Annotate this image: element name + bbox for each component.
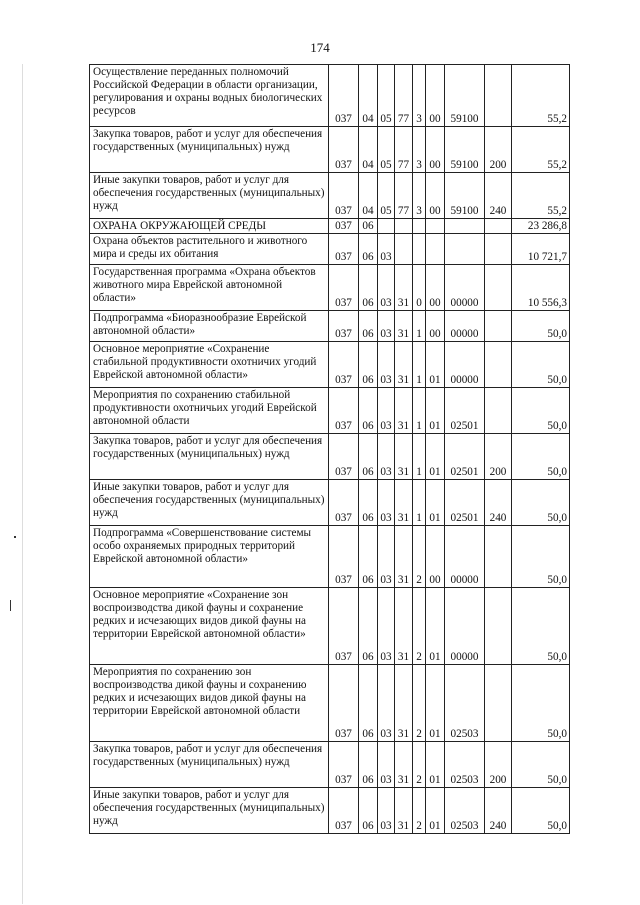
budget-table-body	[90, 65, 570, 834]
grbs-code-cell: 037	[329, 342, 359, 388]
subsection-code-cell: 03	[378, 480, 395, 526]
target-subprogram-code-cell: 3	[413, 127, 426, 173]
amount-cell: 55,2	[512, 173, 570, 219]
scan-speck	[14, 536, 16, 538]
section-code-cell: 06	[359, 342, 378, 388]
target-direction-code-cell: 02503	[445, 665, 485, 742]
target-subprogram-code-cell: 1	[413, 311, 426, 342]
amount-cell: 10 556,3	[512, 265, 570, 311]
target-program-code-cell: 77	[395, 65, 413, 127]
subsection-code-cell: 05	[378, 173, 395, 219]
target-program-code-cell: 31	[395, 526, 413, 588]
expense-type-code-cell: 240	[485, 788, 512, 834]
grbs-code-cell: 037	[329, 234, 359, 265]
target-program-code-cell: 31	[395, 788, 413, 834]
row-name-cell: Иные закупки товаров, работ и услуг для обеспечения государственных (муниципальных) нужд	[90, 788, 329, 834]
section-code-cell: 06	[359, 219, 378, 234]
grbs-code-cell: 037	[329, 311, 359, 342]
amount-cell: 50,0	[512, 665, 570, 742]
subsection-code-cell: 03	[378, 434, 395, 480]
subsection-code-cell: 05	[378, 127, 395, 173]
row-name-cell: Осуществление переданных полномочий Российской Федерации в области организации, регулирования и охраны водных биологических ресурсов	[90, 65, 329, 127]
target-event-code-cell: 00	[426, 265, 445, 311]
section-code-cell: 06	[359, 526, 378, 588]
amount-cell: 50,0	[512, 526, 570, 588]
target-direction-code-cell: 00000	[445, 311, 485, 342]
grbs-code-cell: 037	[329, 219, 359, 234]
target-event-code-cell: 01	[426, 480, 445, 526]
target-event-code-cell: 00	[426, 526, 445, 588]
row-name-cell: Закупка товаров, работ и услуг для обеспечения государственных (муниципальных) нужд	[90, 127, 329, 173]
target-direction-code-cell: 00000	[445, 265, 485, 311]
subsection-code-cell: 03	[378, 234, 395, 265]
target-subprogram-code-cell: 2	[413, 788, 426, 834]
section-code-cell: 06	[359, 388, 378, 434]
row-name-cell: Иные закупки товаров, работ и услуг для обеспечения государственных (муниципальных) нужд	[90, 173, 329, 219]
subsection-code-cell: 03	[378, 311, 395, 342]
grbs-code-cell: 037	[329, 480, 359, 526]
expense-type-code-cell	[485, 219, 512, 234]
target-direction-code-cell	[445, 234, 485, 265]
grbs-code-cell: 037	[329, 265, 359, 311]
amount-cell: 50,0	[512, 742, 570, 788]
expense-type-code-cell	[485, 342, 512, 388]
target-program-code-cell: 31	[395, 434, 413, 480]
target-subprogram-code-cell: 2	[413, 742, 426, 788]
target-event-code-cell: 00	[426, 173, 445, 219]
target-subprogram-code-cell: 2	[413, 526, 426, 588]
target-event-code-cell: 01	[426, 342, 445, 388]
target-subprogram-code-cell: 1	[413, 434, 426, 480]
target-subprogram-code-cell: 2	[413, 665, 426, 742]
scan-speck	[10, 600, 11, 611]
table-row	[90, 665, 570, 742]
table-row	[90, 742, 570, 788]
table-row	[90, 65, 570, 127]
target-event-code-cell: 00	[426, 311, 445, 342]
row-name-cell: Иные закупки товаров, работ и услуг для обеспечения государственных (муниципальных) нужд	[90, 480, 329, 526]
grbs-code-cell: 037	[329, 65, 359, 127]
target-program-code-cell: 31	[395, 265, 413, 311]
amount-cell: 50,0	[512, 434, 570, 480]
target-direction-code-cell: 02501	[445, 480, 485, 526]
table-row	[90, 127, 570, 173]
amount-cell: 23 286,8	[512, 219, 570, 234]
scan-edge-shadow	[22, 64, 23, 904]
target-direction-code-cell	[445, 219, 485, 234]
subsection-code-cell: 03	[378, 665, 395, 742]
target-subprogram-code-cell	[413, 219, 426, 234]
expense-type-code-cell: 200	[485, 127, 512, 173]
target-subprogram-code-cell: 1	[413, 480, 426, 526]
target-direction-code-cell: 02501	[445, 434, 485, 480]
target-program-code-cell: 31	[395, 742, 413, 788]
target-direction-code-cell: 59100	[445, 127, 485, 173]
section-code-cell: 04	[359, 65, 378, 127]
target-program-code-cell: 31	[395, 388, 413, 434]
table-row	[90, 434, 570, 480]
table-row	[90, 480, 570, 526]
subsection-code-cell: 05	[378, 65, 395, 127]
target-event-code-cell: 01	[426, 742, 445, 788]
table-row	[90, 311, 570, 342]
table-row	[90, 588, 570, 665]
grbs-code-cell: 037	[329, 788, 359, 834]
expense-type-code-cell	[485, 526, 512, 588]
subsection-code-cell: 03	[378, 742, 395, 788]
expense-type-code-cell	[485, 265, 512, 311]
target-event-code-cell	[426, 219, 445, 234]
target-program-code-cell: 77	[395, 173, 413, 219]
table-row	[90, 526, 570, 588]
section-code-cell: 06	[359, 788, 378, 834]
row-name-cell: Подпрограмма «Биоразнообразие Еврейской автономной области»	[90, 311, 329, 342]
row-name-cell: Мероприятия по сохранению зон воспроизводства дикой фауны и сохранению редких и исчезающих видов дикой фауны на территории Еврейской автономной области	[90, 665, 329, 742]
section-code-cell: 06	[359, 234, 378, 265]
expense-type-code-cell	[485, 388, 512, 434]
target-direction-code-cell: 59100	[445, 173, 485, 219]
row-name-cell: Государственная программа «Охрана объектов животного мира Еврейской автономной области»	[90, 265, 329, 311]
target-program-code-cell: 31	[395, 480, 413, 526]
section-code-cell: 06	[359, 480, 378, 526]
section-code-cell: 06	[359, 588, 378, 665]
grbs-code-cell: 037	[329, 588, 359, 665]
target-direction-code-cell: 00000	[445, 588, 485, 665]
row-name-cell: Закупка товаров, работ и услуг для обеспечения государственных (муниципальных) нужд	[90, 434, 329, 480]
section-code-cell: 06	[359, 742, 378, 788]
target-event-code-cell: 01	[426, 434, 445, 480]
section-code-cell: 06	[359, 665, 378, 742]
row-name-cell: Закупка товаров, работ и услуг для обеспечения государственных (муниципальных) нужд	[90, 742, 329, 788]
target-program-code-cell	[395, 219, 413, 234]
target-event-code-cell	[426, 234, 445, 265]
target-subprogram-code-cell: 1	[413, 342, 426, 388]
section-code-cell: 06	[359, 311, 378, 342]
target-program-code-cell: 77	[395, 127, 413, 173]
table-row	[90, 788, 570, 834]
table-row	[90, 388, 570, 434]
target-direction-code-cell: 00000	[445, 526, 485, 588]
section-code-cell: 06	[359, 434, 378, 480]
expense-type-code-cell: 240	[485, 480, 512, 526]
target-subprogram-code-cell	[413, 234, 426, 265]
grbs-code-cell: 037	[329, 388, 359, 434]
expense-type-code-cell: 200	[485, 742, 512, 788]
target-program-code-cell: 31	[395, 665, 413, 742]
target-event-code-cell: 00	[426, 65, 445, 127]
target-program-code-cell	[395, 234, 413, 265]
target-subprogram-code-cell: 3	[413, 173, 426, 219]
row-name-cell: ОХРАНА ОКРУЖАЮЩЕЙ СРЕДЫ	[90, 219, 329, 234]
row-name-cell: Охрана объектов растительного и животного мира и среды их обитания	[90, 234, 329, 265]
amount-cell: 50,0	[512, 480, 570, 526]
table-row	[90, 342, 570, 388]
row-name-cell: Мероприятия по сохранению стабильной продуктивности охотничьих угодий Еврейской автономной области	[90, 388, 329, 434]
table-row	[90, 265, 570, 311]
subsection-code-cell: 03	[378, 788, 395, 834]
amount-cell: 50,0	[512, 342, 570, 388]
expense-type-code-cell: 200	[485, 434, 512, 480]
target-subprogram-code-cell: 0	[413, 265, 426, 311]
page-number: 174	[310, 40, 330, 55]
subsection-code-cell	[378, 219, 395, 234]
amount-cell: 55,2	[512, 127, 570, 173]
target-program-code-cell: 31	[395, 342, 413, 388]
target-direction-code-cell: 02501	[445, 388, 485, 434]
subsection-code-cell: 03	[378, 342, 395, 388]
grbs-code-cell: 037	[329, 127, 359, 173]
target-event-code-cell: 00	[426, 127, 445, 173]
target-subprogram-code-cell: 2	[413, 588, 426, 665]
subsection-code-cell: 03	[378, 388, 395, 434]
grbs-code-cell: 037	[329, 526, 359, 588]
target-program-code-cell: 31	[395, 311, 413, 342]
table-row	[90, 234, 570, 265]
table-row	[90, 219, 570, 234]
amount-cell: 50,0	[512, 388, 570, 434]
amount-cell: 10 721,7	[512, 234, 570, 265]
target-direction-code-cell: 02503	[445, 788, 485, 834]
row-name-cell: Основное мероприятие «Сохранение стабильной продуктивности охотничих угодий Еврейской автономной области»	[90, 342, 329, 388]
row-name-cell: Основное мероприятие «Сохранение зон воспроизводства дикой фауны и сохранение редких и исчезающих видов дикой фауны на территории Еврейской автономной области»	[90, 588, 329, 665]
target-program-code-cell: 31	[395, 588, 413, 665]
amount-cell: 50,0	[512, 788, 570, 834]
expense-type-code-cell	[485, 588, 512, 665]
budget-table	[89, 64, 570, 834]
target-subprogram-code-cell: 1	[413, 388, 426, 434]
section-code-cell: 04	[359, 173, 378, 219]
amount-cell: 55,2	[512, 65, 570, 127]
target-direction-code-cell: 00000	[445, 342, 485, 388]
table-row	[90, 173, 570, 219]
subsection-code-cell: 03	[378, 265, 395, 311]
expense-type-code-cell	[485, 234, 512, 265]
grbs-code-cell: 037	[329, 173, 359, 219]
grbs-code-cell: 037	[329, 434, 359, 480]
target-event-code-cell: 01	[426, 588, 445, 665]
target-subprogram-code-cell: 3	[413, 65, 426, 127]
expense-type-code-cell	[485, 65, 512, 127]
expense-type-code-cell	[485, 311, 512, 342]
target-event-code-cell: 01	[426, 788, 445, 834]
expense-type-code-cell: 240	[485, 173, 512, 219]
amount-cell: 50,0	[512, 588, 570, 665]
row-name-cell: Подпрограмма «Совершенствование системы особо охраняемых природных территорий Еврейской автономной области»	[90, 526, 329, 588]
subsection-code-cell: 03	[378, 588, 395, 665]
grbs-code-cell: 037	[329, 665, 359, 742]
expense-type-code-cell	[485, 665, 512, 742]
target-direction-code-cell: 59100	[445, 65, 485, 127]
target-direction-code-cell: 02503	[445, 742, 485, 788]
amount-cell: 50,0	[512, 311, 570, 342]
target-event-code-cell: 01	[426, 665, 445, 742]
section-code-cell: 04	[359, 127, 378, 173]
subsection-code-cell: 03	[378, 526, 395, 588]
target-event-code-cell: 01	[426, 388, 445, 434]
grbs-code-cell: 037	[329, 742, 359, 788]
section-code-cell: 06	[359, 265, 378, 311]
